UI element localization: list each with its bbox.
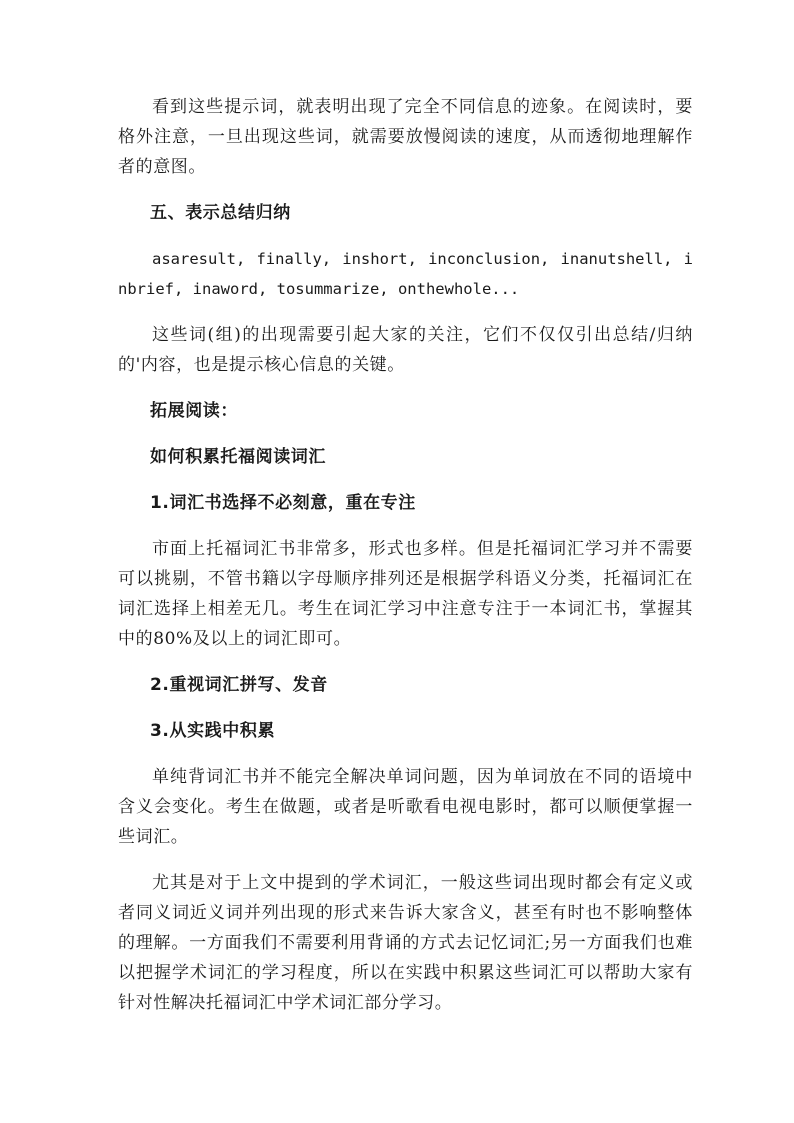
summary-words-list: asaresult, finally, inshort, inconclusion, inanutshell, inbrief, inaword, tosummarize, onthewhole...: [118, 250, 693, 298]
intro-paragraph: 看到这些提示词，就表明出现了完全不同信息的迹象。在阅读时，要格外注意，一旦出现这些词，就需要放慢阅读的速度，从而透彻地理解作者的意图。: [118, 97, 693, 177]
extended-reading-heading: 拓展阅读：: [150, 401, 238, 421]
point-3-body-2: 尤其是对于上文中提到的学术词汇，一般这些词出现时都会有定义或者同义词近义词并列出现的形式来告诉大家含义，甚至有时也不影响整体的理解。一方面我们不需要利用背诵的方式去记忆词汇;另一方面我们也难以把握学术词汇的学习程度，所以在实践中积累这些词汇可以帮助大家有针对性解决托福词汇中学术词汇部分学习。: [118, 873, 693, 1013]
point-2-heading: 2.重视词汇拼写、发音: [150, 675, 328, 695]
point-3-heading: 3.从实践中积累: [150, 721, 276, 741]
point-1-heading: 1.词汇书选择不必刻意，重在专注: [150, 493, 416, 513]
section-heading-summary: 五、表示总结归纳: [150, 203, 291, 223]
point-1-body: 市面上托福词汇书非常多，形式也多样。但是托福词汇学习并不需要可以挑剔，不管书籍以字母顺序排列还是根据学科语义分类，托福词汇在词汇选择上相差无几。考生在词汇学习中注意专注于一本词汇书，掌握其中的80%及以上的词汇即可。: [118, 539, 693, 649]
document-body: [118, 92, 693, 1034]
article-title: 如何积累托福阅读词汇: [150, 447, 326, 467]
summary-description: 这些词(组)的出现需要引起大家的关注，它们不仅仅引出总结/归纳的'内容，也是提示核心信息的关键。: [118, 325, 693, 375]
point-3-body-1: 单纯背词汇书并不能完全解决单词问题，因为单词放在不同的语境中含义会变化。考生在做题，或者是听歌看电视电影时，都可以顺便掌握一些词汇。: [118, 767, 693, 847]
